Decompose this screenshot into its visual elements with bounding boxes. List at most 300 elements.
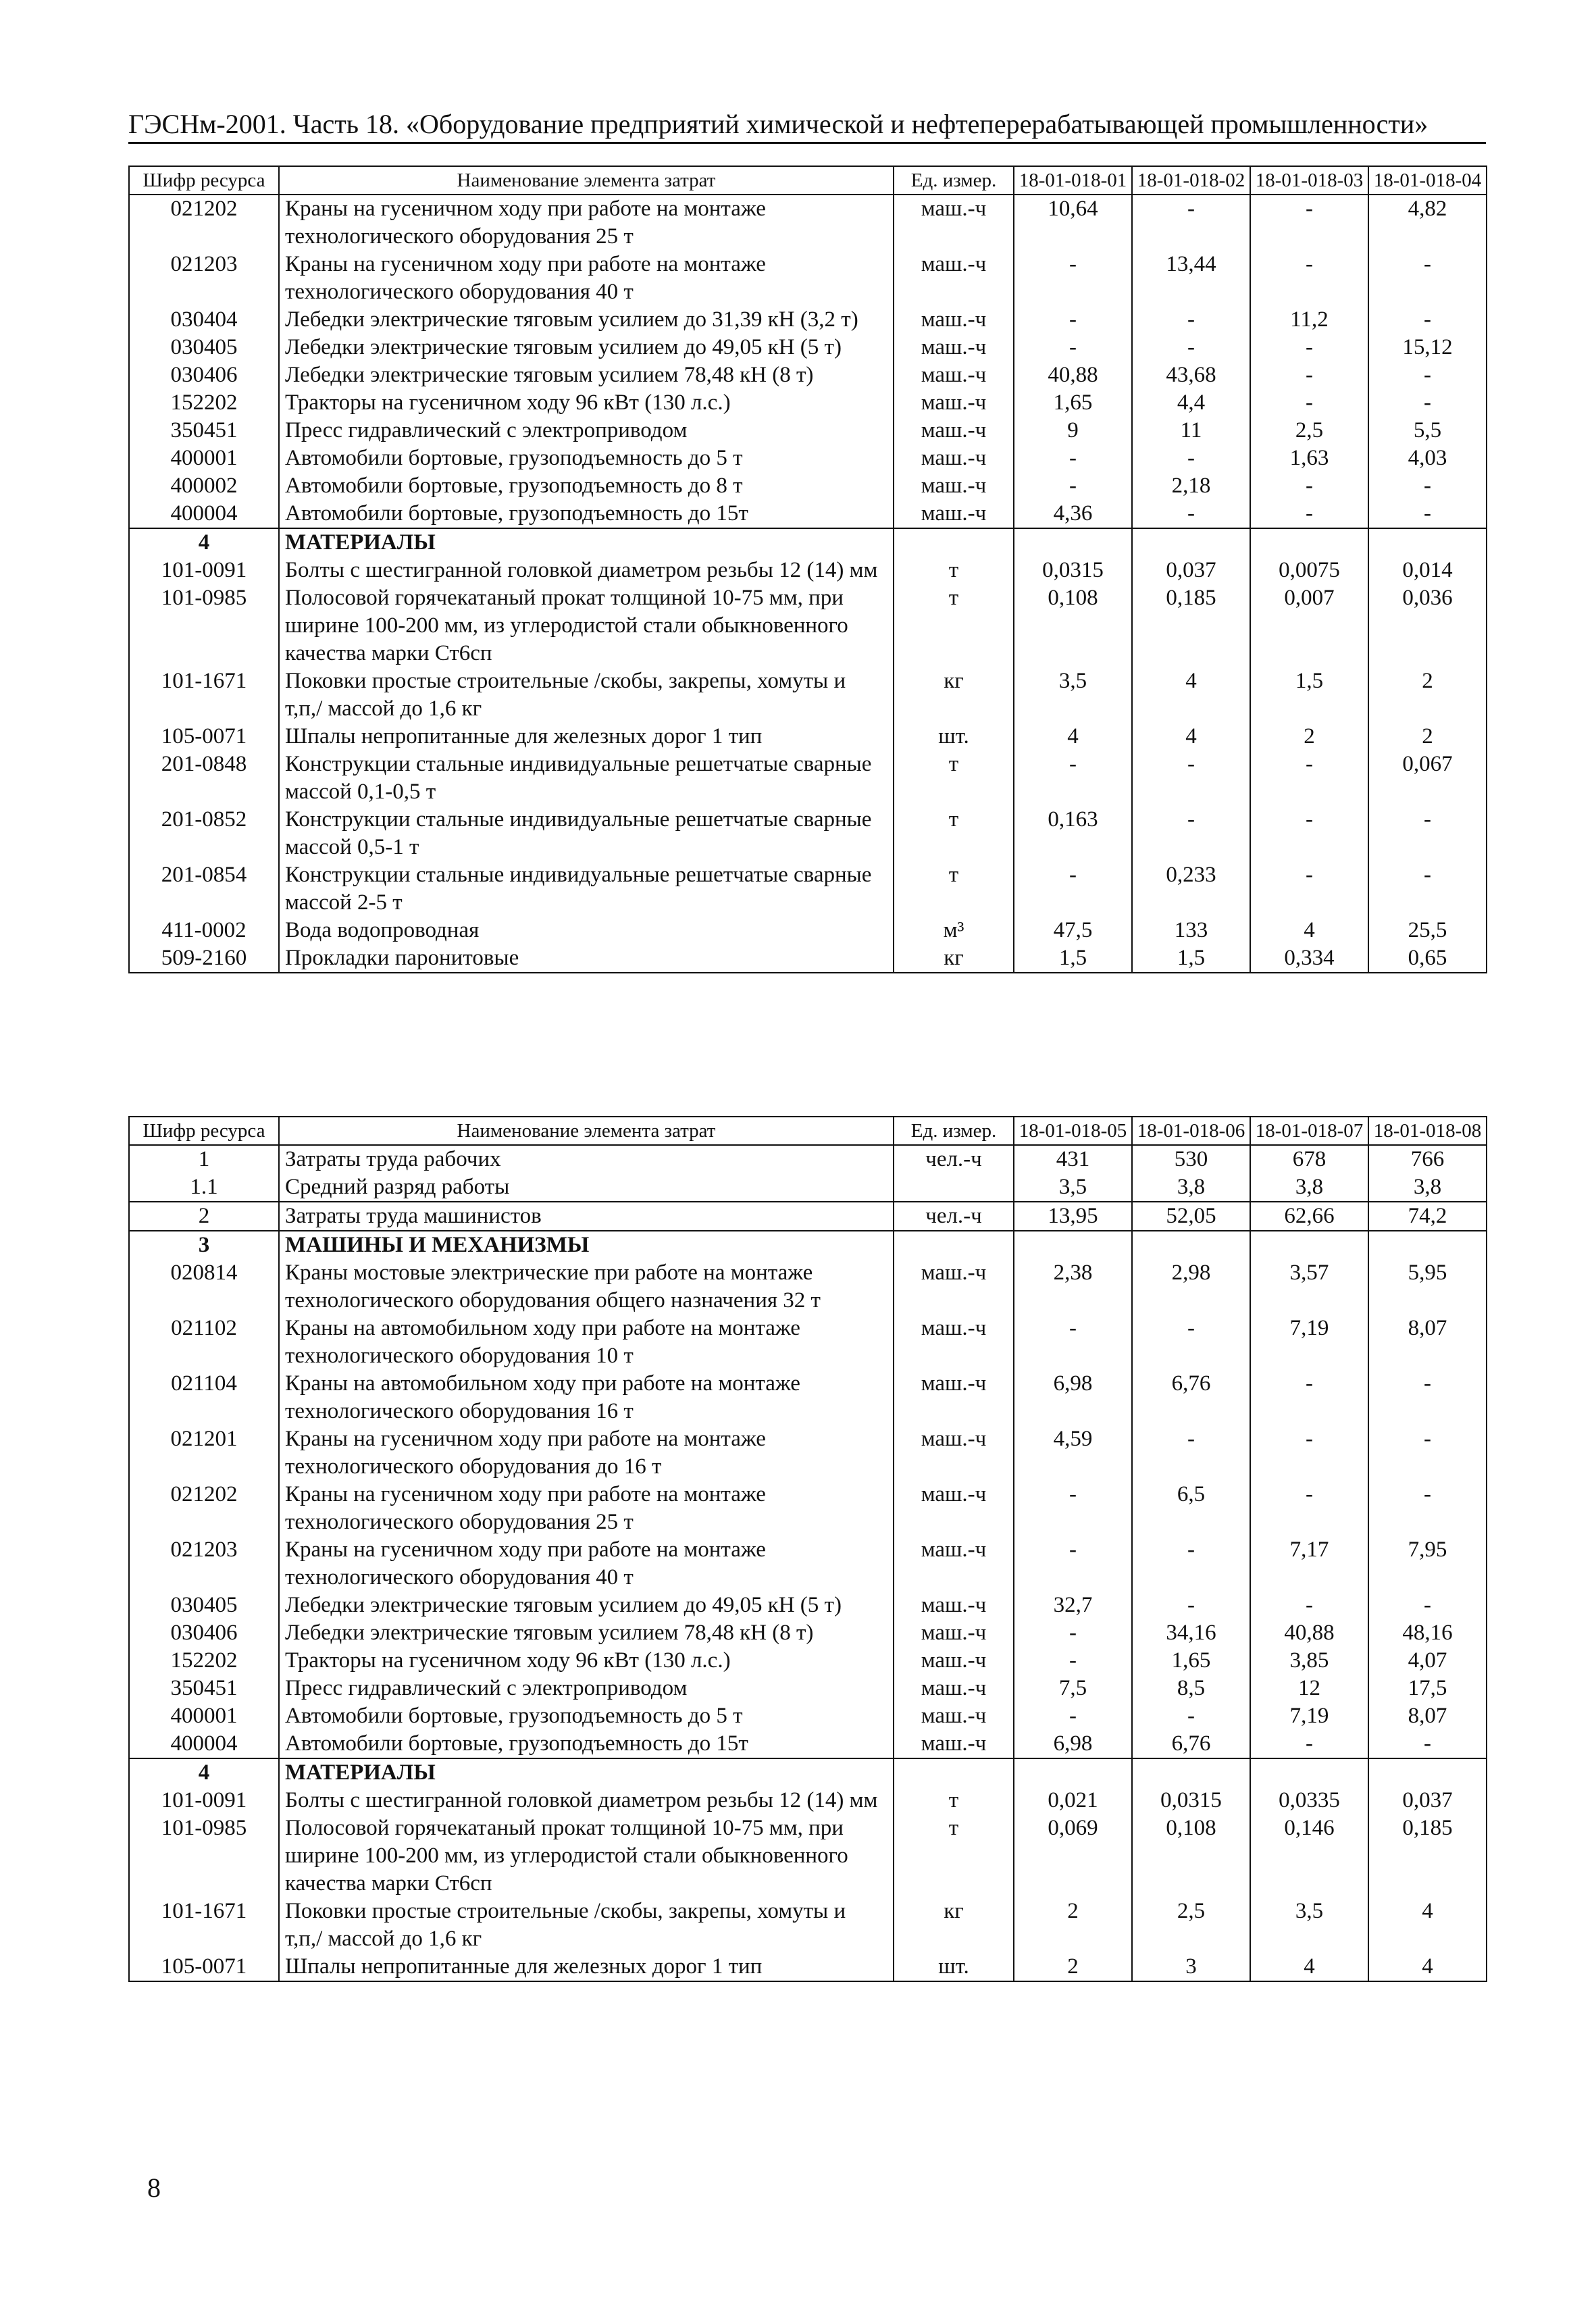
unit-cell: чел.-ч [894, 1202, 1014, 1231]
cost-item-name-cell: Поковки простые строительные /скобы, закрепы, хомуты и т,п,/ массой до 1,6 кг [279, 667, 894, 723]
table-row [129, 584, 1487, 667]
table-row [129, 1702, 1487, 1730]
value-cell: 4,36 [1014, 500, 1132, 528]
unit-cell [894, 1231, 1014, 1259]
header-col-4: 18-01-018-08 [1368, 1117, 1487, 1145]
value-cell: 0,108 [1132, 1814, 1250, 1898]
resource-code-cell: 411-0002 [129, 917, 279, 944]
cost-item-name-cell: Краны на гусеничном ходу при работе на монтаже технологического оборудования 25 т [279, 1481, 894, 1536]
unit-cell: маш.-ч [894, 1370, 1014, 1425]
resource-code-cell: 105-0071 [129, 1953, 279, 1981]
value-cell: - [1250, 1481, 1368, 1536]
table-row [129, 1898, 1487, 1953]
value-cell: - [1250, 1592, 1368, 1619]
cost-table-2 [128, 1116, 1487, 1982]
value-cell: 3,8 [1132, 1173, 1250, 1202]
unit-cell: кг [894, 667, 1014, 723]
value-cell [1250, 1231, 1368, 1259]
unit-cell: маш.-ч [894, 1592, 1014, 1619]
value-cell: 4 [1132, 667, 1250, 723]
cost-item-name-cell: Средний разряд работы [279, 1173, 894, 1202]
cost-item-name-cell: Краны мостовые электрические при работе на монтаже технологического оборудования общего назначения 32 т [279, 1259, 894, 1315]
resource-code-cell: 021203 [129, 251, 279, 306]
unit-cell: шт. [894, 723, 1014, 751]
cost-item-name-cell: Вода водопроводная [279, 917, 894, 944]
value-cell [1368, 528, 1487, 557]
resource-code-cell: 509-2160 [129, 944, 279, 973]
value-cell: - [1014, 1702, 1132, 1730]
table-row [129, 861, 1487, 917]
unit-cell: маш.-ч [894, 472, 1014, 500]
table-row [129, 1481, 1487, 1536]
value-cell: - [1014, 306, 1132, 334]
value-cell: 0,036 [1368, 584, 1487, 667]
resource-code-cell: 400001 [129, 444, 279, 472]
header-name: Наименование элемента затрат [279, 166, 894, 195]
value-cell: - [1250, 195, 1368, 251]
unit-cell: маш.-ч [894, 417, 1014, 444]
unit-cell [894, 1758, 1014, 1787]
value-cell: 15,12 [1368, 334, 1487, 361]
value-cell: 1,5 [1250, 667, 1368, 723]
table-row [129, 1259, 1487, 1315]
value-cell: 0,185 [1132, 584, 1250, 667]
value-cell: - [1250, 500, 1368, 528]
value-cell: 4 [1132, 723, 1250, 751]
value-cell: - [1014, 1619, 1132, 1647]
unit-cell: т [894, 1787, 1014, 1814]
unit-cell [894, 528, 1014, 557]
cost-item-name-cell: Автомобили бортовые, грузоподъемность до 5 т [279, 1702, 894, 1730]
resource-code-cell: 201-0854 [129, 861, 279, 917]
value-cell [1250, 528, 1368, 557]
value-cell: - [1250, 389, 1368, 417]
table-row [129, 251, 1487, 306]
resource-code-cell: 101-0985 [129, 1814, 279, 1898]
value-cell: 32,7 [1014, 1592, 1132, 1619]
header-col-1: 18-01-018-05 [1014, 1117, 1132, 1145]
resource-code-cell: 152202 [129, 389, 279, 417]
value-cell: 3,5 [1250, 1898, 1368, 1953]
resource-code-cell: 4 [129, 1758, 279, 1787]
table-row [129, 444, 1487, 472]
value-cell [1368, 1231, 1487, 1259]
page-header-title: ГЭСНм-2001. Часть 18. «Оборудование предприятий химической и нефтеперерабатывающей промышленности» [128, 109, 1428, 139]
value-cell: 4,59 [1014, 1425, 1132, 1481]
resource-code-cell: 201-0848 [129, 751, 279, 806]
resource-code-cell: 101-1671 [129, 667, 279, 723]
value-cell [1132, 528, 1250, 557]
value-cell: 6,5 [1132, 1481, 1250, 1536]
resource-code-cell: 101-1671 [129, 1898, 279, 1953]
value-cell: 2,98 [1132, 1259, 1250, 1315]
cost-item-name-cell: Затраты труда рабочих [279, 1145, 894, 1173]
unit-cell: маш.-ч [894, 1702, 1014, 1730]
unit-cell [894, 1173, 1014, 1202]
cost-item-name-cell: МАТЕРИАЛЫ [279, 528, 894, 557]
value-cell: 3,85 [1250, 1647, 1368, 1675]
value-cell: 1,63 [1250, 444, 1368, 472]
unit-cell: маш.-ч [894, 1647, 1014, 1675]
cost-item-name-cell: Автомобили бортовые, грузоподъемность до 15т [279, 1730, 894, 1758]
cost-item-name-cell: Пресс гидравлический с электроприводом [279, 1675, 894, 1702]
value-cell: 530 [1132, 1145, 1250, 1173]
header-col-1: 18-01-018-01 [1014, 166, 1132, 195]
value-cell: 11,2 [1250, 306, 1368, 334]
value-cell: 43,68 [1132, 361, 1250, 389]
unit-cell: кг [894, 1898, 1014, 1953]
cost-item-name-cell: МАШИНЫ И МЕХАНИЗМЫ [279, 1231, 894, 1259]
resource-code-cell: 105-0071 [129, 723, 279, 751]
header-rule [128, 142, 1486, 144]
value-cell: 0,014 [1368, 557, 1487, 584]
value-cell: 4 [1368, 1953, 1487, 1981]
cost-item-name-cell: МАТЕРИАЛЫ [279, 1758, 894, 1787]
table-row [129, 557, 1487, 584]
value-cell: - [1250, 472, 1368, 500]
value-cell: 3,8 [1250, 1173, 1368, 1202]
header-code: Шифр ресурса [129, 1117, 279, 1145]
value-cell: - [1250, 251, 1368, 306]
value-cell: 2 [1014, 1953, 1132, 1981]
resource-code-cell: 030405 [129, 1592, 279, 1619]
cost-item-name-cell: Конструкции стальные индивидуальные решетчатые сварные массой 2-5 т [279, 861, 894, 917]
value-cell: - [1250, 1425, 1368, 1481]
value-cell: - [1014, 334, 1132, 361]
unit-cell: т [894, 584, 1014, 667]
header-col-3: 18-01-018-03 [1250, 166, 1368, 195]
value-cell [1368, 1758, 1487, 1787]
table-row [129, 1425, 1487, 1481]
value-cell: 678 [1250, 1145, 1368, 1173]
value-cell: 8,07 [1368, 1315, 1487, 1370]
header-unit: Ед. измер. [894, 1117, 1014, 1145]
value-cell: 62,66 [1250, 1202, 1368, 1231]
value-cell: - [1014, 751, 1132, 806]
value-cell: 12 [1250, 1675, 1368, 1702]
cost-item-name-cell: Тракторы на гусеничном ходу 96 кВт (130 л.с.) [279, 389, 894, 417]
value-cell: 3,57 [1250, 1259, 1368, 1315]
value-cell: 17,5 [1368, 1675, 1487, 1702]
table-row [129, 361, 1487, 389]
value-cell: - [1132, 1592, 1250, 1619]
value-cell: - [1132, 806, 1250, 861]
table-row [129, 1173, 1487, 1202]
value-cell: 7,17 [1250, 1536, 1368, 1592]
unit-cell: маш.-ч [894, 444, 1014, 472]
resource-code-cell: 021202 [129, 1481, 279, 1536]
table-row [129, 417, 1487, 444]
unit-cell: маш.-ч [894, 195, 1014, 251]
resource-code-cell: 021102 [129, 1315, 279, 1370]
value-cell [1014, 1231, 1132, 1259]
cost-item-name-cell: Прокладки паронитовые [279, 944, 894, 973]
value-cell: 766 [1368, 1145, 1487, 1173]
resource-code-cell: 030406 [129, 361, 279, 389]
unit-cell: т [894, 751, 1014, 806]
unit-cell: т [894, 861, 1014, 917]
value-cell: 0,185 [1368, 1814, 1487, 1898]
table-row [129, 472, 1487, 500]
value-cell: 0,0335 [1250, 1787, 1368, 1814]
unit-cell: маш.-ч [894, 334, 1014, 361]
cost-item-name-cell: Конструкции стальные индивидуальные решетчатые сварные массой 0,1-0,5 т [279, 751, 894, 806]
unit-cell: маш.-ч [894, 500, 1014, 528]
value-cell: 47,5 [1014, 917, 1132, 944]
value-cell: - [1368, 1592, 1487, 1619]
header-unit: Ед. измер. [894, 166, 1014, 195]
value-cell: - [1250, 806, 1368, 861]
unit-cell: т [894, 1814, 1014, 1898]
value-cell: 11 [1132, 417, 1250, 444]
cost-item-name-cell: Конструкции стальные индивидуальные решетчатые сварные массой 0,5-1 т [279, 806, 894, 861]
value-cell: 2,5 [1132, 1898, 1250, 1953]
value-cell: 1,5 [1014, 944, 1132, 973]
value-cell: - [1368, 1425, 1487, 1481]
value-cell: - [1132, 1315, 1250, 1370]
resource-code-cell: 021202 [129, 195, 279, 251]
table-row [129, 1592, 1487, 1619]
value-cell: - [1014, 444, 1132, 472]
value-cell: - [1014, 861, 1132, 917]
section-row [129, 1231, 1487, 1259]
value-cell: 40,88 [1014, 361, 1132, 389]
value-cell: - [1250, 861, 1368, 917]
value-cell: - [1132, 195, 1250, 251]
value-cell: 2 [1014, 1898, 1132, 1953]
value-cell: - [1250, 1370, 1368, 1425]
resource-code-cell: 4 [129, 528, 279, 557]
value-cell: - [1132, 306, 1250, 334]
value-cell: - [1368, 472, 1487, 500]
table-row [129, 1536, 1487, 1592]
value-cell: 0,037 [1132, 557, 1250, 584]
value-cell: 5,5 [1368, 417, 1487, 444]
page-number: 8 [147, 2172, 161, 2203]
resource-code-cell: 101-0091 [129, 557, 279, 584]
header-col-4: 18-01-018-04 [1368, 166, 1487, 195]
unit-cell: маш.-ч [894, 1481, 1014, 1536]
value-cell: 4 [1250, 917, 1368, 944]
resource-code-cell: 400002 [129, 472, 279, 500]
value-cell: 0,069 [1014, 1814, 1132, 1898]
cost-item-name-cell: Полосовой горячекатаный прокат толщиной 10-75 мм, при ширине 100-200 мм, из углеродистой стали обыкновенного качества марки Ст6сп [279, 584, 894, 667]
unit-cell: шт. [894, 1953, 1014, 1981]
value-cell: 10,64 [1014, 195, 1132, 251]
table-row [129, 1953, 1487, 1981]
value-cell: 1,65 [1014, 389, 1132, 417]
unit-cell: маш.-ч [894, 1425, 1014, 1481]
cost-item-name-cell: Краны на гусеничном ходу при работе на монтаже технологического оборудования до 16 т [279, 1425, 894, 1481]
value-cell [1250, 1758, 1368, 1787]
cost-item-name-cell: Болты с шестигранной головкой диаметром резьбы 12 (14) мм [279, 1787, 894, 1814]
table-row [129, 944, 1487, 973]
value-cell: 8,5 [1132, 1675, 1250, 1702]
table-row [129, 334, 1487, 361]
value-cell: 7,19 [1250, 1702, 1368, 1730]
value-cell: 0,65 [1368, 944, 1487, 973]
value-cell: - [1368, 861, 1487, 917]
table-row [129, 1730, 1487, 1758]
cost-item-name-cell: Лебедки электрические тяговым усилием 78,48 кН (8 т) [279, 361, 894, 389]
value-cell: 4,07 [1368, 1647, 1487, 1675]
cost-item-name-cell: Краны на автомобильном ходу при работе на монтаже технологического оборудования 10 т [279, 1315, 894, 1370]
unit-cell: маш.-ч [894, 1259, 1014, 1315]
cost-item-name-cell: Болты с шестигранной головкой диаметром резьбы 12 (14) мм [279, 557, 894, 584]
value-cell: - [1368, 500, 1487, 528]
value-cell [1132, 1758, 1250, 1787]
resource-code-cell: 152202 [129, 1647, 279, 1675]
value-cell: - [1368, 806, 1487, 861]
value-cell: - [1132, 751, 1250, 806]
table-row [129, 1619, 1487, 1647]
cost-item-name-cell: Краны на гусеничном ходу при работе на монтаже технологического оборудования 25 т [279, 195, 894, 251]
value-cell: 2,38 [1014, 1259, 1132, 1315]
value-cell: 40,88 [1250, 1619, 1368, 1647]
header-col-3: 18-01-018-07 [1250, 1117, 1368, 1145]
value-cell: - [1014, 1647, 1132, 1675]
table-row [129, 1145, 1487, 1173]
value-cell: 0,233 [1132, 861, 1250, 917]
cost-item-name-cell: Пресс гидравлический с электроприводом [279, 417, 894, 444]
value-cell: - [1368, 389, 1487, 417]
unit-cell: маш.-ч [894, 361, 1014, 389]
cost-item-name-cell: Затраты труда машинистов [279, 1202, 894, 1231]
unit-cell: маш.-ч [894, 1536, 1014, 1592]
table-row [129, 1370, 1487, 1425]
resource-code-cell: 101-0985 [129, 584, 279, 667]
value-cell: 0,0315 [1014, 557, 1132, 584]
header-code: Шифр ресурса [129, 166, 279, 195]
table-row [129, 1315, 1487, 1370]
cost-item-name-cell: Автомобили бортовые, грузоподъемность до 8 т [279, 472, 894, 500]
cost-item-name-cell: Краны на гусеничном ходу при работе на монтаже технологического оборудования 40 т [279, 251, 894, 306]
header-col-2: 18-01-018-06 [1132, 1117, 1250, 1145]
value-cell: - [1132, 1702, 1250, 1730]
resource-code-cell: 350451 [129, 417, 279, 444]
unit-cell: т [894, 557, 1014, 584]
value-cell: 6,76 [1132, 1730, 1250, 1758]
value-cell: 0,067 [1368, 751, 1487, 806]
resource-code-cell: 021201 [129, 1425, 279, 1481]
value-cell: 4 [1014, 723, 1132, 751]
value-cell: 6,98 [1014, 1730, 1132, 1758]
unit-cell: кг [894, 944, 1014, 973]
unit-cell: маш.-ч [894, 389, 1014, 417]
value-cell: - [1368, 361, 1487, 389]
header-col-2: 18-01-018-02 [1132, 166, 1250, 195]
value-cell: 6,98 [1014, 1370, 1132, 1425]
value-cell: - [1132, 334, 1250, 361]
unit-cell: т [894, 806, 1014, 861]
value-cell: - [1132, 1536, 1250, 1592]
table-row [129, 306, 1487, 334]
value-cell: 0,0075 [1250, 557, 1368, 584]
value-cell: 2 [1368, 667, 1487, 723]
value-cell: 52,05 [1132, 1202, 1250, 1231]
unit-cell: маш.-ч [894, 1315, 1014, 1370]
resource-code-cell: 030404 [129, 306, 279, 334]
unit-cell: маш.-ч [894, 251, 1014, 306]
resource-code-cell: 2 [129, 1202, 279, 1231]
resource-code-cell: 030405 [129, 334, 279, 361]
unit-cell: маш.-ч [894, 1619, 1014, 1647]
value-cell: 0,163 [1014, 806, 1132, 861]
value-cell: 1,5 [1132, 944, 1250, 973]
section-row [129, 528, 1487, 557]
value-cell: - [1250, 334, 1368, 361]
resource-code-cell: 201-0852 [129, 806, 279, 861]
value-cell: 3,8 [1368, 1173, 1487, 1202]
unit-cell: м³ [894, 917, 1014, 944]
resource-code-cell: 101-0091 [129, 1787, 279, 1814]
table-row [129, 195, 1487, 251]
cost-item-name-cell: Шпалы непропитанные для железных дорог 1 тип [279, 723, 894, 751]
value-cell: 3,5 [1014, 1173, 1132, 1202]
cost-item-name-cell: Лебедки электрические тяговым усилием до 31,39 кН (3,2 т) [279, 306, 894, 334]
value-cell: 1,65 [1132, 1647, 1250, 1675]
value-cell: - [1014, 1536, 1132, 1592]
table-row [129, 389, 1487, 417]
resource-code-cell: 020814 [129, 1259, 279, 1315]
value-cell: 0,037 [1368, 1787, 1487, 1814]
value-cell: - [1014, 251, 1132, 306]
resource-code-cell: 1.1 [129, 1173, 279, 1202]
value-cell: 2 [1368, 723, 1487, 751]
value-cell: 0,146 [1250, 1814, 1368, 1898]
resource-code-cell: 021203 [129, 1536, 279, 1592]
value-cell: 0,108 [1014, 584, 1132, 667]
value-cell: - [1132, 1425, 1250, 1481]
value-cell: 0,334 [1250, 944, 1368, 973]
value-cell: - [1250, 361, 1368, 389]
value-cell: 34,16 [1132, 1619, 1250, 1647]
value-cell: 2,18 [1132, 472, 1250, 500]
resource-code-cell: 350451 [129, 1675, 279, 1702]
value-cell: 9 [1014, 417, 1132, 444]
resource-code-cell: 400004 [129, 500, 279, 528]
value-cell: 4,03 [1368, 444, 1487, 472]
value-cell: 7,95 [1368, 1536, 1487, 1592]
table-row [129, 751, 1487, 806]
value-cell: - [1368, 1370, 1487, 1425]
value-cell: 13,95 [1014, 1202, 1132, 1231]
value-cell: 7,19 [1250, 1315, 1368, 1370]
value-cell: 2,5 [1250, 417, 1368, 444]
unit-cell: чел.-ч [894, 1145, 1014, 1173]
cost-item-name-cell: Лебедки электрические тяговым усилием 78,48 кН (8 т) [279, 1619, 894, 1647]
value-cell: - [1250, 751, 1368, 806]
value-cell [1132, 1231, 1250, 1259]
cost-item-name-cell: Краны на автомобильном ходу при работе на монтаже технологического оборудования 16 т [279, 1370, 894, 1425]
unit-cell: маш.-ч [894, 306, 1014, 334]
value-cell: 3,5 [1014, 667, 1132, 723]
value-cell: - [1014, 472, 1132, 500]
cost-item-name-cell: Тракторы на гусеничном ходу 96 кВт (130 л.с.) [279, 1647, 894, 1675]
value-cell: 4 [1250, 1953, 1368, 1981]
value-cell: 48,16 [1368, 1619, 1487, 1647]
value-cell: - [1250, 1730, 1368, 1758]
cost-item-name-cell: Лебедки электрические тяговым усилием до 49,05 кН (5 т) [279, 334, 894, 361]
table-row [129, 667, 1487, 723]
value-cell: 8,07 [1368, 1702, 1487, 1730]
unit-cell: маш.-ч [894, 1730, 1014, 1758]
table-header-row [129, 166, 1487, 195]
value-cell [1014, 528, 1132, 557]
value-cell: 7,5 [1014, 1675, 1132, 1702]
value-cell [1014, 1758, 1132, 1787]
unit-cell: маш.-ч [894, 1675, 1014, 1702]
